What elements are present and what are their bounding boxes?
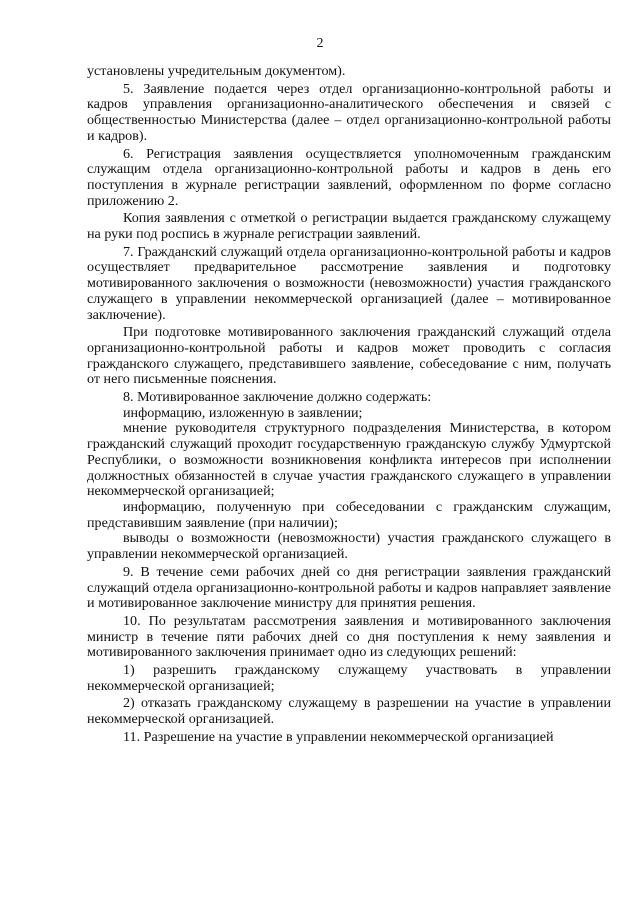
paragraph-10: 10. По результатам рассмотрения заявления и мотивированного заключения министр в течение пяти рабочих дней со дня поступления к нему заявления и мотивированного заключения принимает одно из следующих решений: [87,612,611,661]
paragraph-11: 11. Разрешение на участие в управлении некоммерческой организацией [123,728,554,745]
list-item-conclusions: выводы о возможности (невозможности) участия гражданского служащего в управлении некоммерческой организацией. [87,530,611,563]
list-item-interview-info: информацию, полученную при собеседовании с гражданским служащим, представившим заявление (при наличии); [87,498,611,531]
paragraph-7: 7. Гражданский служащий отдела организационно-контрольной работы и кадров осуществляет предварительное рассмотрение заявления и подготовку мотивированного заключения о возможности (невозможности) участия гражданского служащего в управлении некоммерческой организацией (далее – мотивированное заключение). [87,243,611,323]
page-number: 2 [316,36,324,51]
document-body [87,64,611,746]
paragraph-interview: При подготовке мотивированного заключения гражданский служащий отдела организационно-контрольной работы и кадров может проводить с согласия гражданского служащего, представившего заявление, собеседование с ним, получать от него письменные пояснения. [87,324,611,388]
list-item-information: информацию, изложенную в заявлении; [123,404,363,421]
decision-option-2: 2) отказать гражданскому служащему в разрешении на участие в управлении некоммерческой организацией. [87,695,611,728]
decision-option-1: 1) разрешить гражданскому служащему участвовать в управлении некоммерческой организацией; [87,662,611,694]
paragraph-8: 8. Мотивированное заключение должно содержать: [123,389,432,406]
paragraph-copy-registration: Копия заявления с отметкой о регистрации выдается гражданскому служащему на руки под роспись в журнале регистрации заявлений. [87,210,611,243]
list-item-manager-opinion: мнение руководителя структурного подразделения Министерства, в котором гражданский служащий проходит государственную гражданскую службу Удмуртской Республики, о возможности возникновения конфликта интересов при исполнении должностных обязанностей в случае участия гражданского служащего в управлении некоммерческой организацией; [87,420,611,500]
paragraph-continuation: установлены учредительным документом). [87,63,346,79]
paragraph-6: 6. Регистрация заявления осуществляется уполномоченным гражданским служащим отдела организационно-контрольной работы и кадров в день его поступления в журнале регистрации заявлений, оформленном по форме согласно приложению 2. [87,145,611,209]
paragraph-5: 5. Заявление подается через отдел организационно-контрольной работы и кадров управления организационно-аналитического обеспечения и связей с общественностью Министерства (далее – отдел организационно-контрольной работы и кадров). [87,80,611,144]
paragraph-9: 9. В течение семи рабочих дней со дня регистрации заявления гражданский служащий отдела организационно-контрольной работы и кадров направляет заявление и мотивированное заключение министру для принятия решения. [87,563,611,612]
